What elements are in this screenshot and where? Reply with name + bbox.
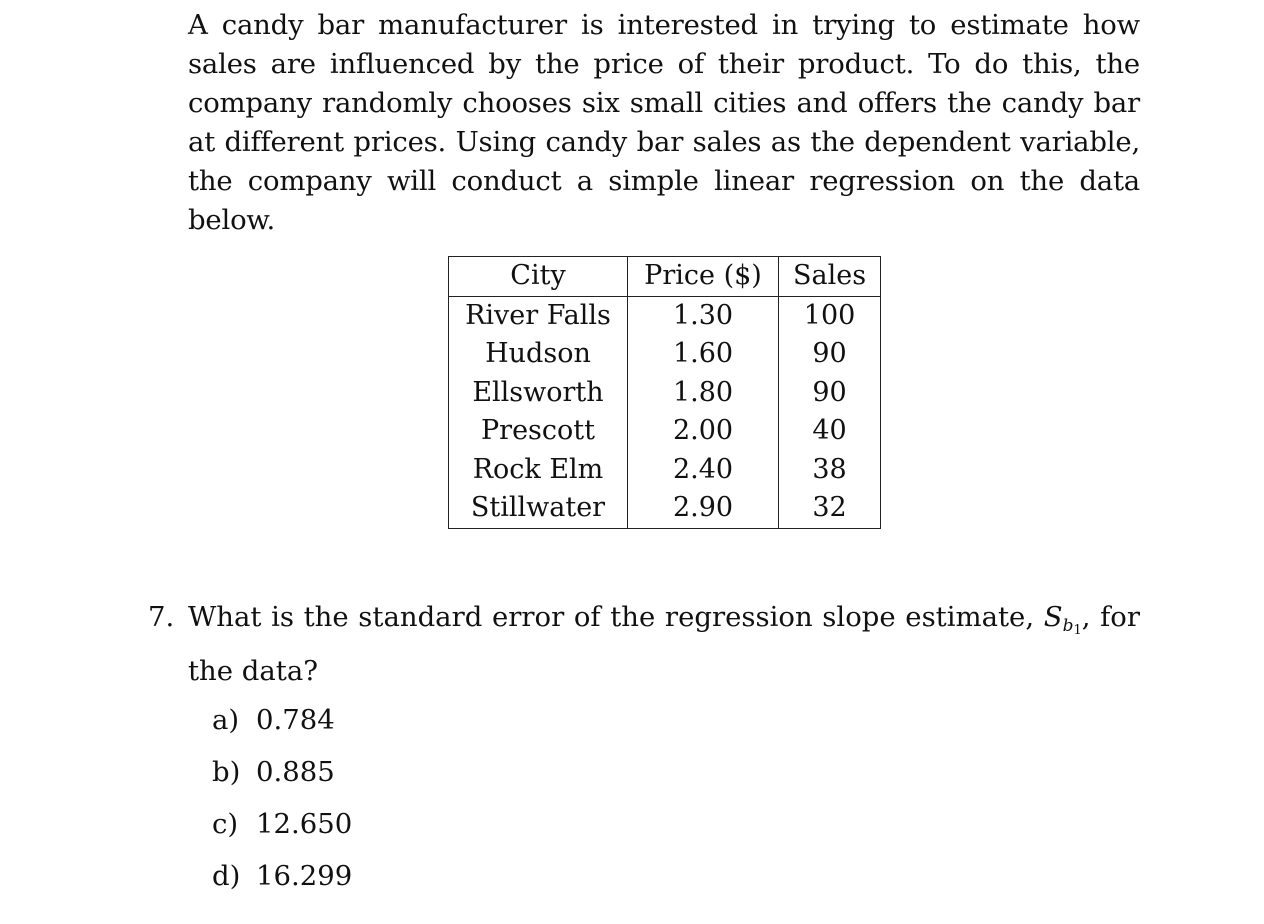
- cell-price: 2.40: [628, 451, 779, 490]
- symbol-sub-b: b: [1062, 616, 1074, 636]
- intro-paragraph: A candy bar manufacturer is interested in trying to estimate how sales are influenced by the price of their product. To do this, the company randomly chooses six small cities and offers the candy bar at different prices. Using candy bar sales as the dependent variable, the company will conduct a simple linear regression on the data below.: [188, 9, 1140, 236]
- choice-value: 0.885: [256, 756, 335, 788]
- slope-se-symbol: [1043, 601, 1082, 638]
- cell-city: Prescott: [449, 412, 628, 451]
- table-row: [449, 451, 881, 490]
- cell-price: 1.60: [628, 335, 779, 374]
- header-city: City: [449, 257, 628, 297]
- choice-letter: d): [212, 860, 241, 892]
- cell-city: Rock Elm: [449, 451, 628, 490]
- header-price: Price ($): [628, 257, 779, 297]
- cell-sales: 38: [812, 453, 847, 485]
- question-text: [188, 597, 1140, 691]
- cell-city: Ellsworth: [449, 374, 628, 413]
- choice-value: 12.650: [256, 808, 353, 840]
- choice-b[interactable]: [212, 752, 352, 804]
- choice-a[interactable]: [212, 700, 352, 752]
- question-7: [148, 597, 1140, 691]
- cell-city: Hudson: [449, 335, 628, 374]
- choice-value: 0.784: [256, 704, 335, 736]
- choice-letter: b): [212, 756, 241, 788]
- choice-letter: a): [212, 704, 240, 736]
- cell-sales: 90: [812, 376, 847, 408]
- symbol-s: S: [1043, 601, 1063, 633]
- choice-c[interactable]: [212, 804, 352, 856]
- answer-choices: [212, 700, 352, 908]
- cell-sales: 40: [812, 415, 847, 446]
- cell-sales: 90: [812, 338, 847, 369]
- table-row: [449, 296, 881, 335]
- cell-sales: 100: [803, 299, 856, 331]
- table-row: [449, 412, 881, 451]
- question-text-after: , for the data?: [188, 601, 1140, 687]
- cell-city: River Falls: [449, 296, 628, 335]
- symbol-subscript: [1063, 616, 1082, 636]
- header-sales: Sales: [779, 257, 881, 297]
- question-number: 7.: [148, 601, 175, 633]
- choice-d[interactable]: [212, 856, 352, 908]
- table-row: [449, 489, 881, 528]
- choice-value: 16.299: [256, 860, 353, 892]
- choice-letter: c): [212, 808, 239, 840]
- cell-price: 2.00: [628, 412, 779, 451]
- cell-city: Stillwater: [449, 489, 628, 528]
- cell-price: 2.90: [628, 489, 779, 528]
- cell-sales: 32: [812, 492, 847, 523]
- data-table: [448, 256, 881, 529]
- table-row: [449, 374, 881, 413]
- symbol-sub-1: 1: [1073, 623, 1082, 638]
- cell-price: 1.80: [628, 374, 779, 413]
- question-text-before: What is the standard error of the regression slope estimate,: [188, 601, 1044, 633]
- table-header-row: [449, 257, 881, 297]
- cell-price: 1.30: [628, 296, 779, 335]
- table-row: [449, 335, 881, 374]
